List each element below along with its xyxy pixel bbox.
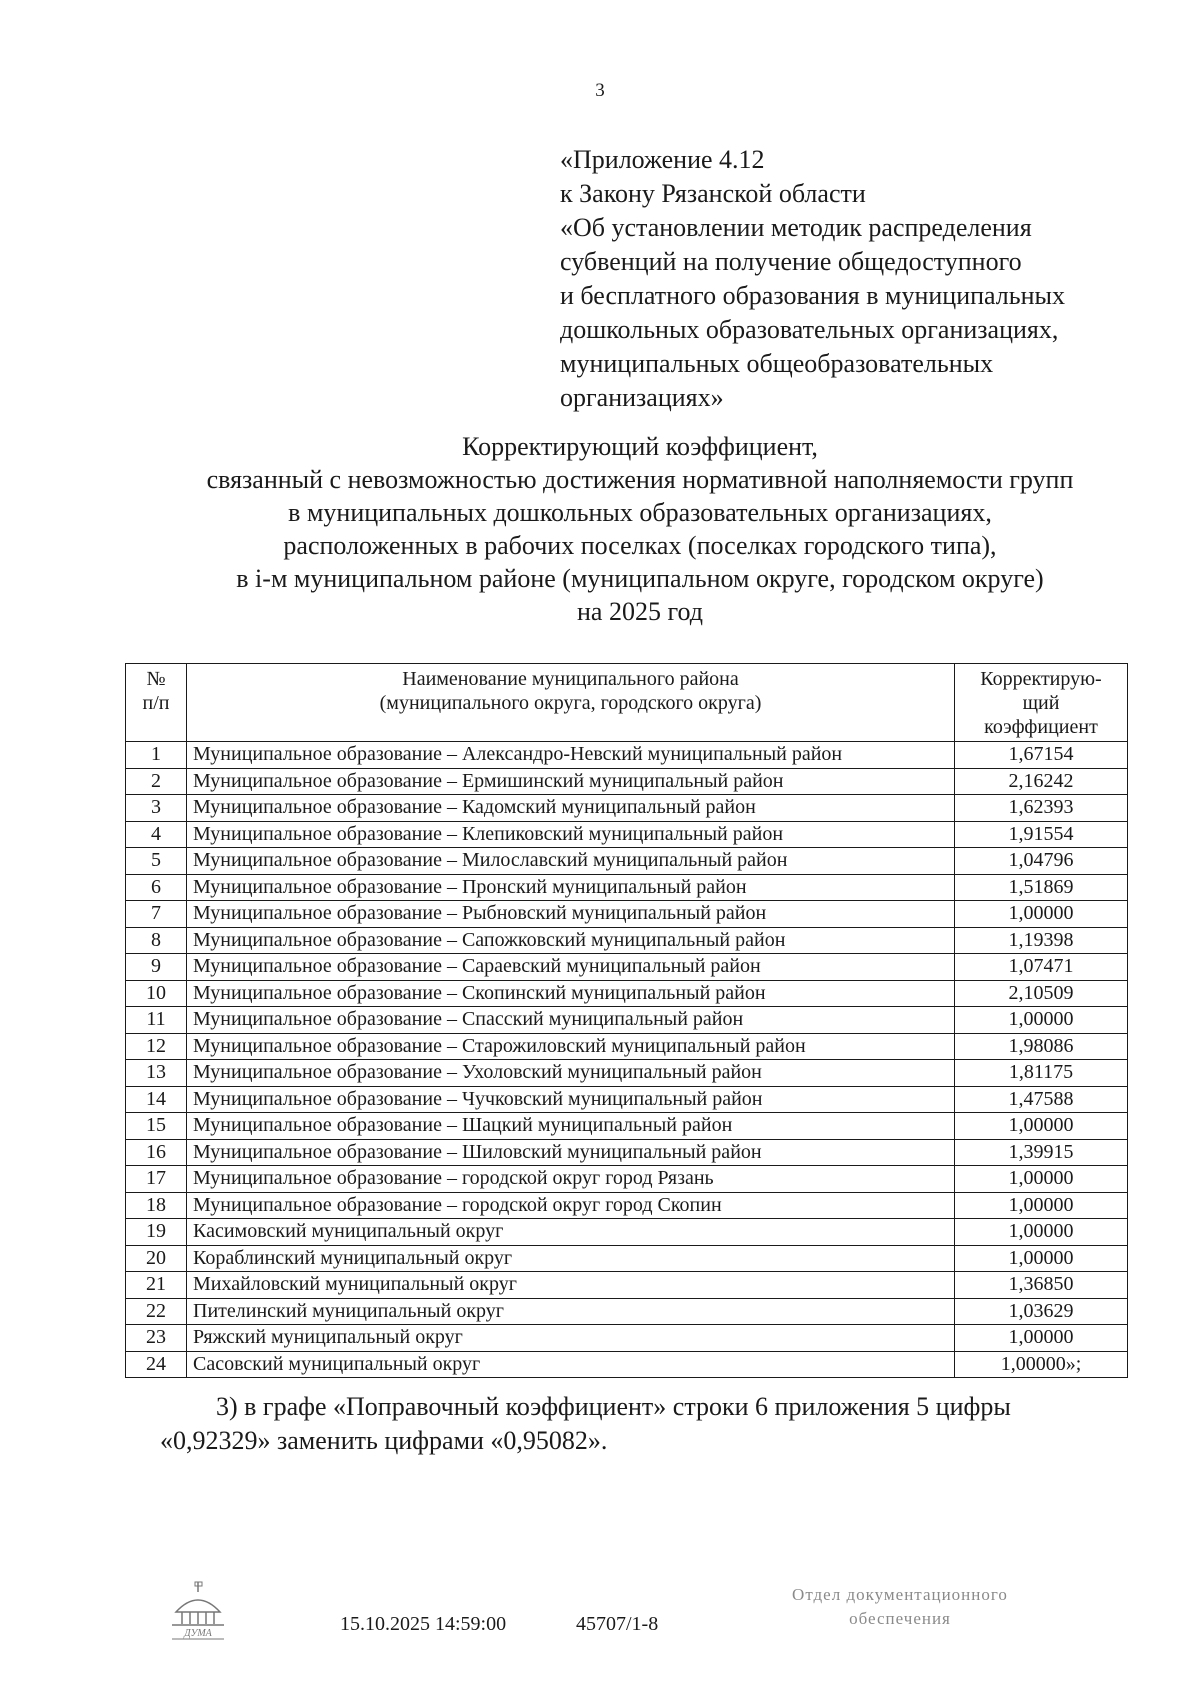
row-name-cell: Муниципальное образование – Кадомский муниципальный район <box>187 795 955 822</box>
table-row <box>126 795 1128 822</box>
row-number-cell: 14 <box>126 1086 187 1113</box>
title-line: расположенных в рабочих поселках (поселках городского типа), <box>283 531 997 560</box>
table-row <box>126 954 1128 981</box>
department-line: Отдел документационного <box>792 1585 1008 1604</box>
row-coef-cell: 1,19398 <box>955 927 1128 954</box>
row-name-cell: Муниципальное образование – Милославский муниципальный район <box>187 848 955 875</box>
row-number-cell: 16 <box>126 1139 187 1166</box>
header-coef-line: коэффициент <box>984 716 1098 738</box>
header-num-line: п/п <box>142 692 170 714</box>
table-row <box>126 742 1128 769</box>
row-number-cell: 20 <box>126 1245 187 1272</box>
table-row <box>126 1272 1128 1299</box>
row-coef-cell: 2,16242 <box>955 768 1128 795</box>
row-name-cell: Муниципальное образование – Шиловский муниципальный район <box>187 1139 955 1166</box>
amendment-line: 3) в графе «Поправочный коэффициент» строки 6 приложения 5 цифры <box>216 1392 1011 1421</box>
header-num-line: № <box>146 668 166 690</box>
row-coef-cell: 1,03629 <box>955 1298 1128 1325</box>
row-name-cell: Муниципальное образование – Старожиловский муниципальный район <box>187 1033 955 1060</box>
row-number-cell: 11 <box>126 1007 187 1034</box>
row-name-cell: Ряжский муниципальный округ <box>187 1325 955 1352</box>
table-row <box>126 927 1128 954</box>
header-coef-line: щий <box>1022 692 1060 714</box>
row-number-cell: 21 <box>126 1272 187 1299</box>
title-line: Корректирующий коэффициент, <box>462 432 818 461</box>
appendix-line: «Об установлении методик распределения <box>560 213 1032 242</box>
row-name-cell: Муниципальное образование – Чучковский муниципальный район <box>187 1086 955 1113</box>
row-coef-cell: 1,00000 <box>955 1192 1128 1219</box>
table-row <box>126 901 1128 928</box>
row-coef-cell: 1,00000»; <box>955 1351 1128 1378</box>
row-coef-cell: 1,67154 <box>955 742 1128 769</box>
row-number-cell: 6 <box>126 874 187 901</box>
row-coef-cell: 1,00000 <box>955 1325 1128 1352</box>
row-number-cell: 17 <box>126 1166 187 1193</box>
row-number-cell: 2 <box>126 768 187 795</box>
appendix-line: к Закону Рязанской области <box>560 179 866 208</box>
row-coef-cell: 1,00000 <box>955 1113 1128 1140</box>
table-row <box>126 874 1128 901</box>
title-line: на 2025 год <box>577 597 703 626</box>
row-number-cell: 8 <box>126 927 187 954</box>
appendix-line: дошкольных образовательных организациях, <box>560 315 1059 344</box>
header-name-line: (муниципального округа, городского округа) <box>379 692 762 714</box>
row-coef-cell: 1,00000 <box>955 1219 1128 1246</box>
table-row <box>126 1033 1128 1060</box>
row-number-cell: 22 <box>126 1298 187 1325</box>
title-line: связанный с невозможностью достижения нормативной наполняемости групп <box>206 465 1074 494</box>
row-name-cell: Муниципальное образование – Клепиковский муниципальный район <box>187 821 955 848</box>
table-row <box>126 1060 1128 1087</box>
row-coef-cell: 1,39915 <box>955 1139 1128 1166</box>
table-row <box>126 848 1128 875</box>
row-number-cell: 1 <box>126 742 187 769</box>
title-line: в i-м муниципальном районе (муниципальном округе, городском округе) <box>236 564 1044 593</box>
row-coef-cell: 2,10509 <box>955 980 1128 1007</box>
header-name <box>187 664 955 742</box>
row-coef-cell: 1,81175 <box>955 1060 1128 1087</box>
page-number: 3 <box>595 80 605 101</box>
title-line: в муниципальных дошкольных образовательных организациях, <box>288 498 992 527</box>
duma-logo-svg <box>166 1580 230 1642</box>
row-name-cell: Кораблинский муниципальный округ <box>187 1245 955 1272</box>
row-name-cell: Касимовский муниципальный округ <box>187 1219 955 1246</box>
table-row <box>126 1298 1128 1325</box>
row-name-cell: Михайловский муниципальный округ <box>187 1272 955 1299</box>
appendix-line: муниципальных общеобразовательных <box>560 349 994 378</box>
appendix-header <box>560 143 1160 415</box>
row-number-cell: 10 <box>126 980 187 1007</box>
row-number-cell: 13 <box>126 1060 187 1087</box>
department-line: обеспечения <box>849 1609 951 1628</box>
table-row <box>126 1325 1128 1352</box>
table-row <box>126 1219 1128 1246</box>
table-row <box>126 1007 1128 1034</box>
row-number-cell: 5 <box>126 848 187 875</box>
header-coef <box>955 664 1128 742</box>
row-number-cell: 7 <box>126 901 187 928</box>
registration-number: 45707/1-8 <box>576 1613 659 1635</box>
table-row <box>126 1113 1128 1140</box>
row-number-cell: 23 <box>126 1325 187 1352</box>
row-name-cell: Муниципальное образование – Ермишинский муниципальный район <box>187 768 955 795</box>
table-row <box>126 1139 1128 1166</box>
row-coef-cell: 1,51869 <box>955 874 1128 901</box>
row-coef-cell: 1,00000 <box>955 901 1128 928</box>
row-name-cell: Муниципальное образование – Спасский муниципальный район <box>187 1007 955 1034</box>
appendix-line: и бесплатного образования в муниципальных <box>560 281 1066 310</box>
row-coef-cell: 1,00000 <box>955 1166 1128 1193</box>
table-body <box>126 742 1128 1378</box>
duma-building-icon <box>166 1580 230 1642</box>
row-name-cell: Муниципальное образование – городской округ город Рязань <box>187 1166 955 1193</box>
logo-text: ДУМА <box>184 1628 212 1639</box>
row-name-cell: Муниципальное образование – Сапожковский муниципальный район <box>187 927 955 954</box>
header-coef-line: Корректирую- <box>980 668 1102 690</box>
row-coef-cell: 1,00000 <box>955 1007 1128 1034</box>
row-coef-cell: 1,98086 <box>955 1033 1128 1060</box>
header-num <box>126 664 187 742</box>
row-coef-cell: 1,36850 <box>955 1272 1128 1299</box>
row-name-cell: Муниципальное образование – Скопинский муниципальный район <box>187 980 955 1007</box>
appendix-line: организациях» <box>560 383 724 412</box>
table-row <box>126 1086 1128 1113</box>
row-name-cell: Пителинский муниципальный округ <box>187 1298 955 1325</box>
table-row <box>126 821 1128 848</box>
row-coef-cell: 1,47588 <box>955 1086 1128 1113</box>
coefficient-table <box>125 663 1128 1378</box>
row-number-cell: 4 <box>126 821 187 848</box>
row-name-cell: Муниципальное образование – Рыбновский муниципальный район <box>187 901 955 928</box>
row-coef-cell: 1,07471 <box>955 954 1128 981</box>
row-name-cell: Муниципальное образование – Александро-Невский муниципальный район <box>187 742 955 769</box>
registration-date: 15.10.2025 14:59:00 <box>340 1613 507 1635</box>
row-coef-cell: 1,91554 <box>955 821 1128 848</box>
row-number-cell: 9 <box>126 954 187 981</box>
row-name-cell: Муниципальное образование – Сараевский муниципальный район <box>187 954 955 981</box>
row-number-cell: 12 <box>126 1033 187 1060</box>
row-coef-cell: 1,62393 <box>955 795 1128 822</box>
table-row <box>126 1351 1128 1378</box>
appendix-line: «Приложение 4.12 <box>560 145 765 174</box>
department-stamp <box>740 1583 1060 1631</box>
row-name-cell: Муниципальное образование – Шацкий муниципальный район <box>187 1113 955 1140</box>
table-row <box>126 768 1128 795</box>
row-name-cell: Сасовский муниципальный округ <box>187 1351 955 1378</box>
row-name-cell: Муниципальное образование – городской округ город Скопин <box>187 1192 955 1219</box>
row-number-cell: 24 <box>126 1351 187 1378</box>
row-number-cell: 3 <box>126 795 187 822</box>
amendment-paragraph <box>160 1390 1120 1458</box>
row-name-cell: Муниципальное образование – Ухоловский муниципальный район <box>187 1060 955 1087</box>
table-header-row <box>126 664 1128 742</box>
row-coef-cell: 1,00000 <box>955 1245 1128 1272</box>
header-name-line: Наименование муниципального района <box>402 668 739 690</box>
row-number-cell: 18 <box>126 1192 187 1219</box>
row-number-cell: 19 <box>126 1219 187 1246</box>
amendment-line: «0,92329» заменить цифрами «0,95082». <box>160 1426 608 1455</box>
appendix-line: субвенций на получение общедоступного <box>560 247 1022 276</box>
row-name-cell: Муниципальное образование – Пронский муниципальный район <box>187 874 955 901</box>
table-row <box>126 1166 1128 1193</box>
table-row <box>126 1192 1128 1219</box>
row-number-cell: 15 <box>126 1113 187 1140</box>
document-title <box>120 430 1160 628</box>
table-row <box>126 980 1128 1007</box>
table-row <box>126 1245 1128 1272</box>
row-coef-cell: 1,04796 <box>955 848 1128 875</box>
